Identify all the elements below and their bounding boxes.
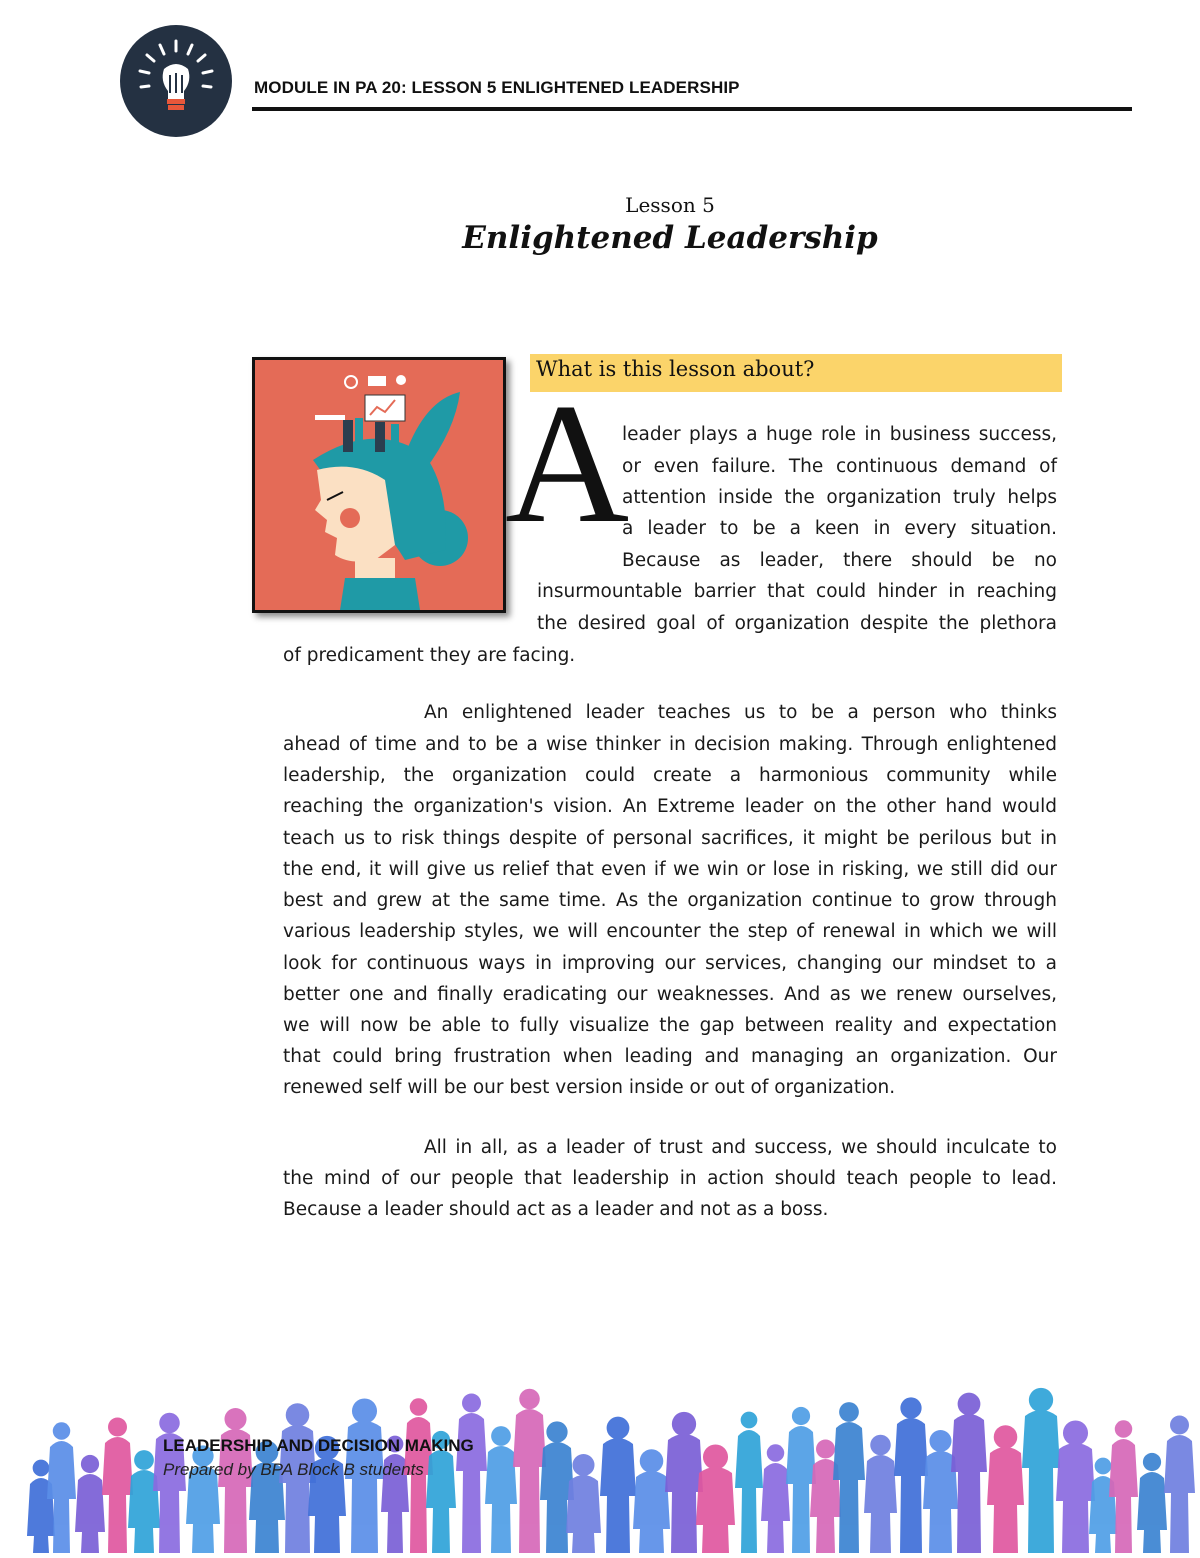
lesson-number: Lesson 5	[625, 193, 715, 217]
header-divider	[252, 107, 1132, 111]
body-line: best and grew at the same time. As the organization continue to grow through	[283, 890, 1057, 911]
body-line: leadership, the organization could create a harmonious community while	[283, 765, 1057, 786]
drop-cap-letter: A	[505, 369, 630, 559]
body-line: leader plays a huge role in business success,	[622, 424, 1057, 445]
footer-title: LEADERSHIP AND DECISION MAKING	[163, 1436, 474, 1455]
body-line: An enlightened leader teaches us to be a person who thinks	[424, 702, 1057, 723]
body-line: Because a leader should act as a leader and not as a boss.	[283, 1199, 829, 1220]
body-line: of predicament they are facing.	[283, 645, 576, 666]
body-line: that could bring frustration when leading and managing an organization. Our	[283, 1046, 1057, 1067]
body-line: All in all, as a leader of trust and success, we should inculcate to	[424, 1137, 1057, 1158]
body-line: insurmountable barrier that could hinder in reaching	[537, 581, 1057, 602]
body-line: look for continuous ways in improving our services, changing our mindset to a	[283, 953, 1057, 974]
body-line: Because as leader, there should be no	[622, 550, 1057, 571]
body-line: ahead of time and to be a wise thinker in decision making. Through enlightened	[283, 734, 1057, 755]
body-line: a leader to be a keen in every situation.	[622, 518, 1057, 539]
lightbulb-logo-icon	[120, 25, 232, 137]
lesson-title: Enlightened Leadership	[462, 220, 878, 256]
body-line: the mind of our people that leadership in action should teach people to lead.	[283, 1168, 1057, 1189]
body-line: the end, it will give us relief that even if we win or lose in risking, we still did our	[283, 859, 1057, 880]
footer-subtitle: Prepared by BPA Block B students	[163, 1460, 424, 1479]
body-line: teach us to risk things despite of personal sacrifices, it might be perilous but in	[283, 828, 1057, 849]
module-header-title: MODULE IN PA 20: LESSON 5 ENLIGHTENED LEADERSHIP	[254, 78, 740, 97]
body-line: attention inside the organization truly helps	[622, 487, 1057, 508]
body-line: we will now be able to fully visualize the gap between reality and expectation	[283, 1015, 1057, 1036]
body-line: better one and finally eradicating our weaknesses. And as we renew ourselves,	[283, 984, 1057, 1005]
body-line: renewed self will be our best version inside or out of organization.	[283, 1077, 896, 1098]
woman-head-ideas-illustration	[252, 357, 506, 613]
body-line: various leadership styles, we will encounter the step of renewal in which we will	[283, 921, 1057, 942]
body-line: or even failure. The continuous demand of	[622, 456, 1057, 477]
body-line: reaching the organization's vision. An Extreme leader on the other hand would	[283, 796, 1057, 817]
section-heading: What is this lesson about?	[530, 354, 1062, 392]
body-line: the desired goal of organization despite the plethora	[537, 613, 1057, 634]
